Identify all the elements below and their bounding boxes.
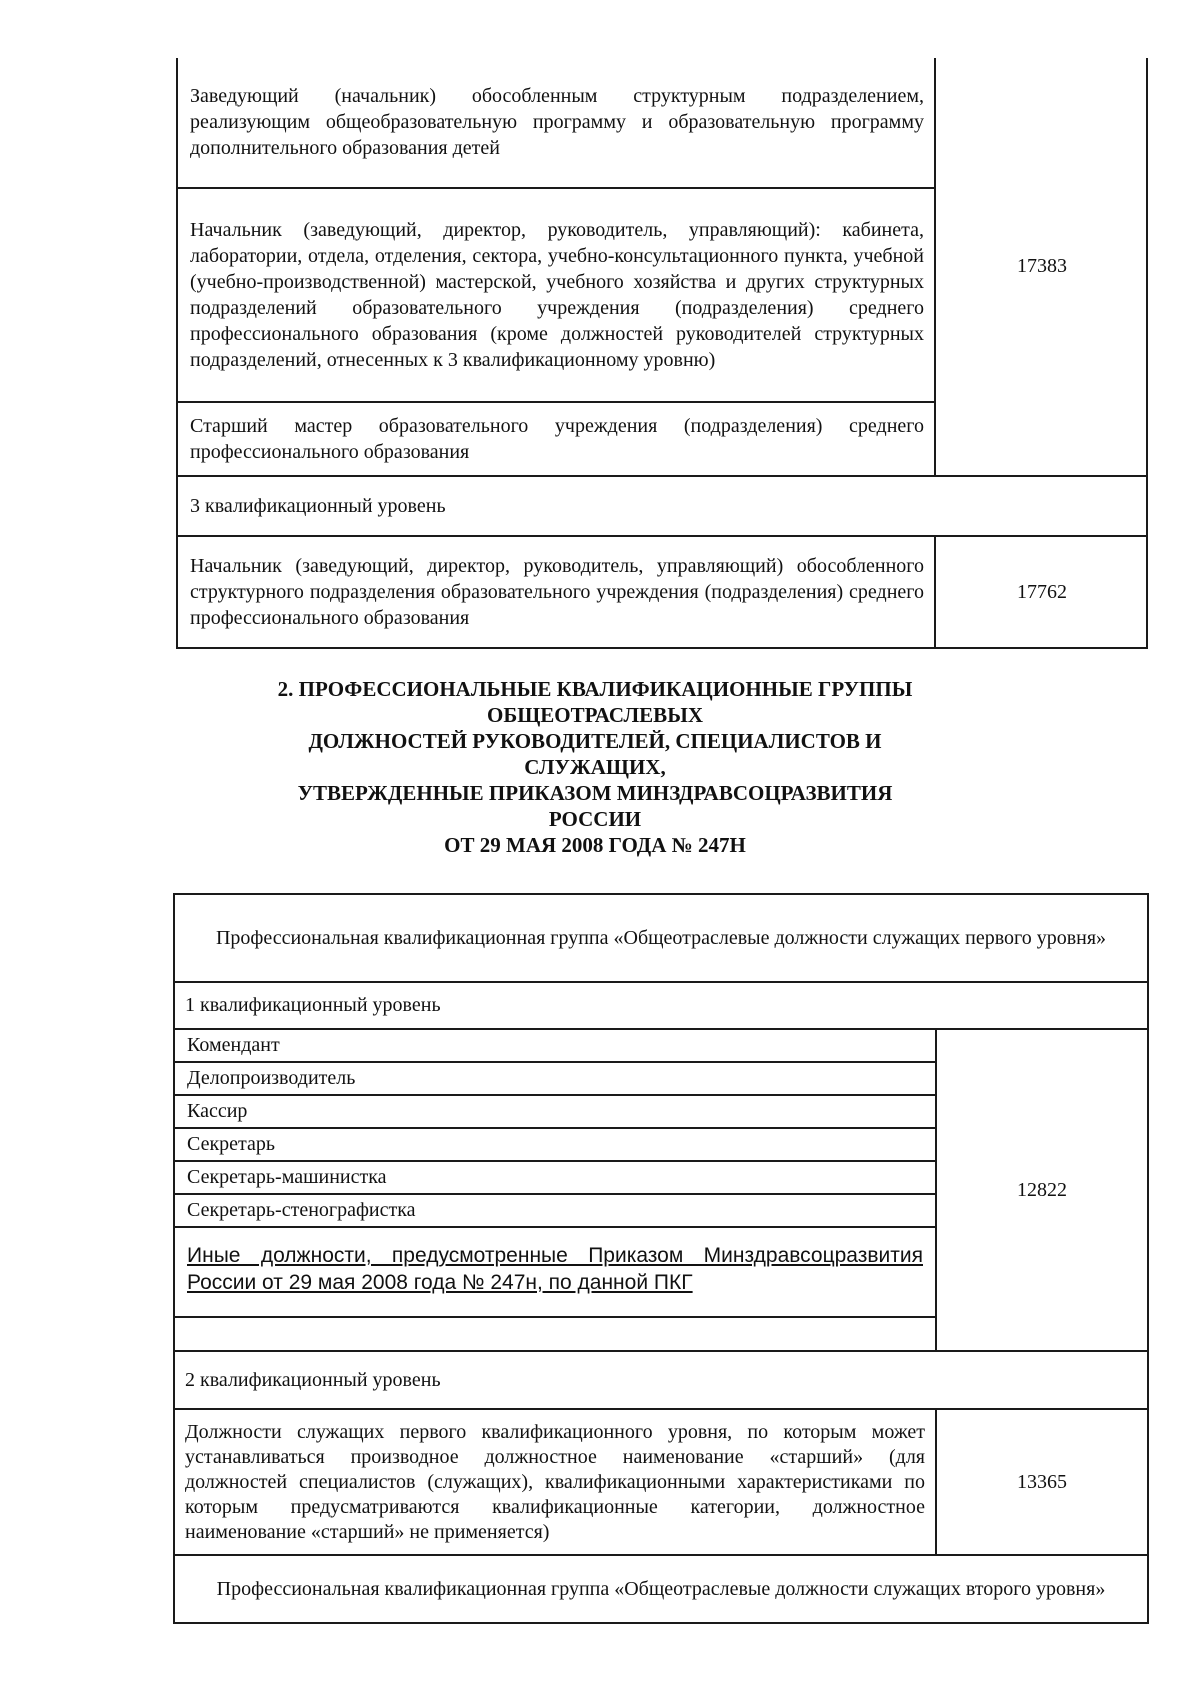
heading-line: 2. ПРОФЕССИОНАЛЬНЫЕ КВАЛИФИКАЦИОННЫЕ ГРУППЫ bbox=[277, 677, 913, 701]
salary-code-17383 bbox=[935, 58, 1147, 476]
other-positions-link[interactable]: Иные должности, предусмотренные Приказом Минздравсоцразвития России от 29 мая 2008 года № 247н, по данной ПКГ bbox=[174, 1227, 936, 1317]
qualification-table-general bbox=[173, 893, 1149, 1624]
heading-line: СЛУЖАЩИХ, bbox=[524, 755, 666, 779]
salary-code-12822: 12822 bbox=[936, 1029, 1148, 1351]
position-chief-units: Начальник (заведующий, директор, руководитель, управляющий): кабинета, лаборатории, отдела, отделения, сектора, учебно-консультационного пункта, учебной (учебно-производственной) мастерской, учебного хозяйства и других структурных подразделений образовательного учреждения (подразделения) среднего профессионального образования (кроме должностей руководителей структурных подразделений, отнесенных к 3 квалификационному уровню) bbox=[177, 188, 935, 402]
position-commandant: Комендант bbox=[174, 1029, 936, 1062]
position-senior-master: Старший мастер образовательного учреждения (подразделения) среднего профессионального образования bbox=[177, 402, 935, 476]
level-2-label: 2 квалификационный уровень bbox=[174, 1351, 1148, 1409]
level-3-label: 3 квалификационный уровень bbox=[177, 476, 1147, 536]
salary-code-13365: 13365 bbox=[936, 1409, 1148, 1555]
position-clerk: Делопроизводитель bbox=[174, 1062, 936, 1095]
section-heading bbox=[200, 676, 990, 858]
code-value: 17383 bbox=[1017, 255, 1067, 277]
qualification-table-continued bbox=[176, 58, 1148, 649]
heading-line: ОБЩЕОТРАСЛЕВЫХ bbox=[487, 703, 703, 727]
position-chief-separate-unit: Начальник (заведующий, директор, руководитель, управляющий) обособленного структурного подразделения образовательного учреждения (подразделения) среднего профессионального образования bbox=[177, 536, 935, 648]
empty-row bbox=[174, 1317, 936, 1351]
level-1-label: 1 квалификационный уровень bbox=[174, 982, 1148, 1029]
heading-line: РОССИИ bbox=[548, 807, 642, 831]
position-cashier: Кассир bbox=[174, 1095, 936, 1128]
position-secretary-typist: Секретарь-машинистка bbox=[174, 1161, 936, 1194]
heading-line: ОТ 29 МАЯ 2008 ГОДА № 247Н bbox=[444, 833, 746, 857]
level-2-description: Должности служащих первого квалификационного уровня, по которым может устанавливаться производное должностное наименование «старший» (для должностей специалистов (служащих), квалификационными характеристиками по которым предусматриваются квалификационные категории, должностное наименование «старший» не применяется) bbox=[174, 1409, 936, 1555]
salary-code-17762: 17762 bbox=[935, 536, 1147, 648]
heading-line: УТВЕРЖДЕННЫЕ ПРИКАЗОМ МИНЗДРАВСОЦРАЗВИТИЯ bbox=[297, 781, 893, 805]
group-2-title: Профессиональная квалификационная группа «Общеотраслевые должности служащих второго уровня» bbox=[174, 1555, 1148, 1623]
position-secretary-stenographer: Секретарь-стенографистка bbox=[174, 1194, 936, 1227]
heading-line: ДОЛЖНОСТЕЙ РУКОВОДИТЕЛЕЙ, СПЕЦИАЛИСТОВ И bbox=[308, 729, 882, 753]
position-secretary: Секретарь bbox=[174, 1128, 936, 1161]
group-1-title: Профессиональная квалификационная группа «Общеотраслевые должности служащих первого уровня» bbox=[174, 894, 1148, 982]
position-head-separate-unit: Заведующий (начальник) обособленным структурным подразделением, реализующим общеобразовательную программу и образовательную программу дополнительного образования детей bbox=[177, 58, 935, 188]
